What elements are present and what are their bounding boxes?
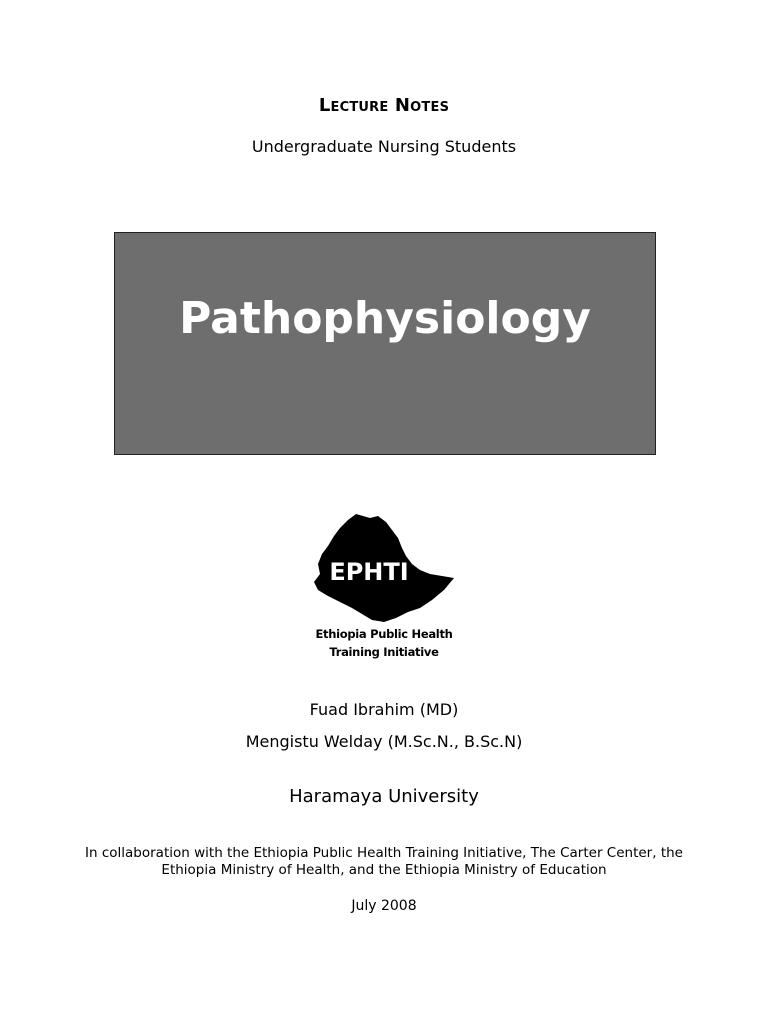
collaboration-line-2: Ethiopia Ministry of Health, and the Ethiopia Ministry of Education	[161, 862, 607, 878]
logo-caption-line2: Training Initiative	[329, 645, 439, 659]
title-box	[114, 232, 656, 455]
author-1: Fuad Ibrahim (MD)	[309, 700, 459, 719]
collaboration-line-1: In collaboration with the Ethiopia Public Health Training Initiative, The Carter Center, the	[85, 845, 683, 861]
series-title: Lecture Notes	[318, 95, 450, 116]
institution: Haramaya University	[289, 786, 479, 807]
publication-date: July 2008	[351, 898, 417, 914]
document-title: Pathophysiology	[179, 293, 591, 344]
logo-abbreviation: EPHTI	[329, 558, 409, 586]
ephti-logo	[304, 508, 464, 668]
audience-subtitle: Undergraduate Nursing Students	[251, 137, 517, 156]
author-2: Mengistu Welday (M.Sc.N., B.Sc.N)	[245, 732, 523, 751]
collaboration-note	[0, 845, 768, 879]
logo-caption-line1: Ethiopia Public Health	[315, 627, 453, 641]
